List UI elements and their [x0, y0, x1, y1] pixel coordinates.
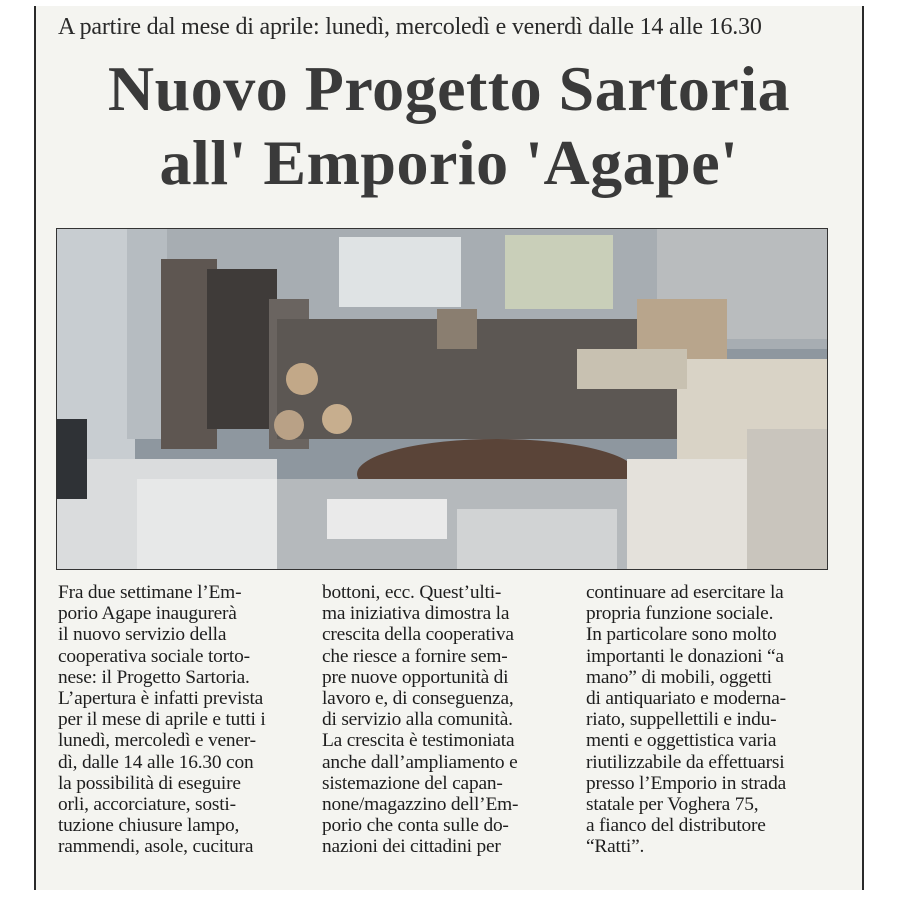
article-headline	[36, 52, 862, 200]
headline-line-2: all' Emporio 'Agape'	[159, 127, 739, 198]
column-3-text: continuare ad esercitare la propria funzione sociale. In particolare sono molto importanti le donazioni “a mano” di mobili, oggetti di antiquariato e moderna- riato, suppellettili e indu- menti e oggettistica varia riutilizzabile da effettuarsi presso l’Emporio in strada statale per Voghera 75, a fianco del distributore “Ratti”.	[586, 582, 786, 858]
column-1-text: Fra due settimane l’Em- porio Agape inaugurerà il nuovo servizio della cooperativa sociale torto- nese: il Progetto Sartoria. L’apertura è infatti prevista per il mese di aprile e tutti i lunedì, mercoledì e vener- dì, dalle 14 alle 16.30 con la possibilità di eseguire orli, accorciature, sosti- tuzione chiusure lampo, rammendi, asole, cucitura	[58, 582, 266, 858]
article-body	[58, 582, 838, 858]
headline-line-1: Nuovo Progetto Sartoria	[107, 53, 791, 124]
article-column-2	[322, 582, 574, 858]
article-column-1	[58, 582, 310, 858]
article-column-3	[586, 582, 838, 858]
warehouse-photo	[56, 228, 828, 570]
column-2-text: bottoni, ecc. Quest’ulti- ma iniziativa dimostra la crescita della cooperativa che riesce a fornire sem- pre nuove opportunità di lavoro e, di conseguenza, di servizio alla comunità. La crescita è testimoniata anche dall’ampliamento e sistemazione del capan- none/magazzino dell’Em- porio che conta sulle do- nazioni dei cittadini per	[322, 582, 519, 858]
article-kicker: A partire dal mese di aprile: lunedì, mercoledì e venerdì dalle 14 alle 16.30	[58, 14, 762, 40]
